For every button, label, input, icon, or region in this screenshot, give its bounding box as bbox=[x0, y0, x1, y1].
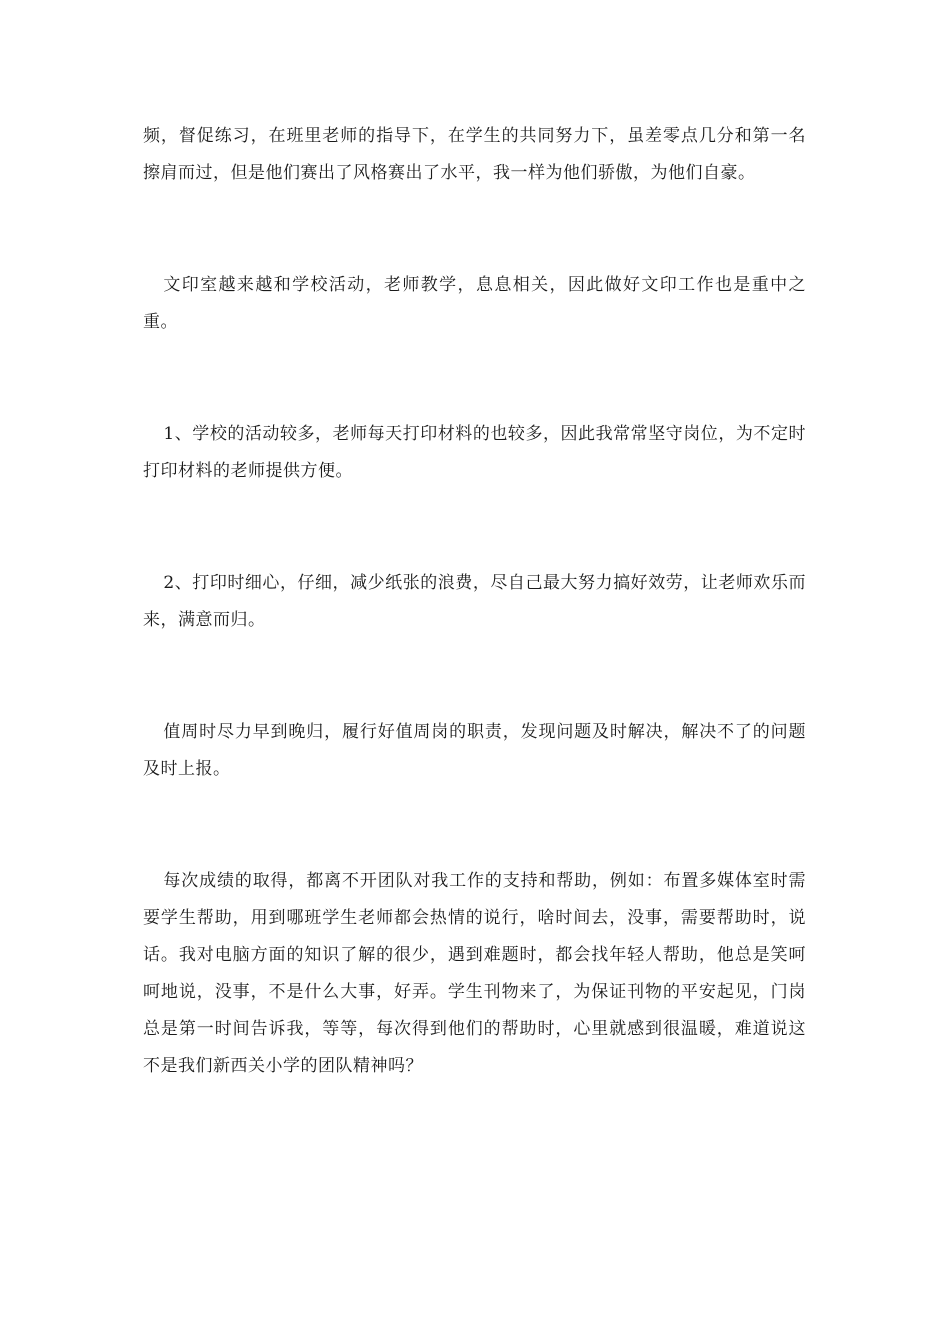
paragraph-continuation: 频，督促练习，在班里老师的指导下，在学生的共同努力下，虽差零点几分和第一名擦肩而过，但是他们赛出了风格赛出了水平，我一样为他们骄傲，为他们自豪。 bbox=[143, 126, 806, 183]
paragraph-item-1: 1、学校的活动较多，老师每天打印材料的也较多，因此我常常坚守岗位，为不定时打印材料的老师提供方便。 bbox=[143, 424, 806, 481]
document-body bbox=[143, 118, 806, 1085]
paragraph-print-room: 文印室越来越和学校活动，老师教学，息息相关，因此做好文印工作也是重中之重。 bbox=[143, 275, 806, 332]
paragraph-duty-week: 值周时尽力早到晚归，履行好值周岗的职责，发现问题及时解决，解决不了的问题及时上报。 bbox=[143, 722, 806, 779]
paragraph-item-2: 2、打印时细心，仔细，减少纸张的浪费，尽自己最大努力搞好效劳，让老师欢乐而来，满意而归。 bbox=[143, 573, 806, 630]
paragraph-team-support: 每次成绩的取得，都离不开团队对我工作的支持和帮助，例如：布置多媒体室时需要学生帮助，用到哪班学生老师都会热情的说行，啥时间去，没事，需要帮助时，说话。我对电脑方面的知识了解的很少，遇到难题时，都会找年轻人帮助，他总是笑呵呵地说，没事，不是什么大事，好弄。学生刊物来了，为保证刊物的平安起见，门岗总是第一时间告诉我，等等，每次得到他们的帮助时，心里就感到很温暖，难道说这不是我们新西关小学的团队精神吗？ bbox=[143, 871, 806, 1076]
